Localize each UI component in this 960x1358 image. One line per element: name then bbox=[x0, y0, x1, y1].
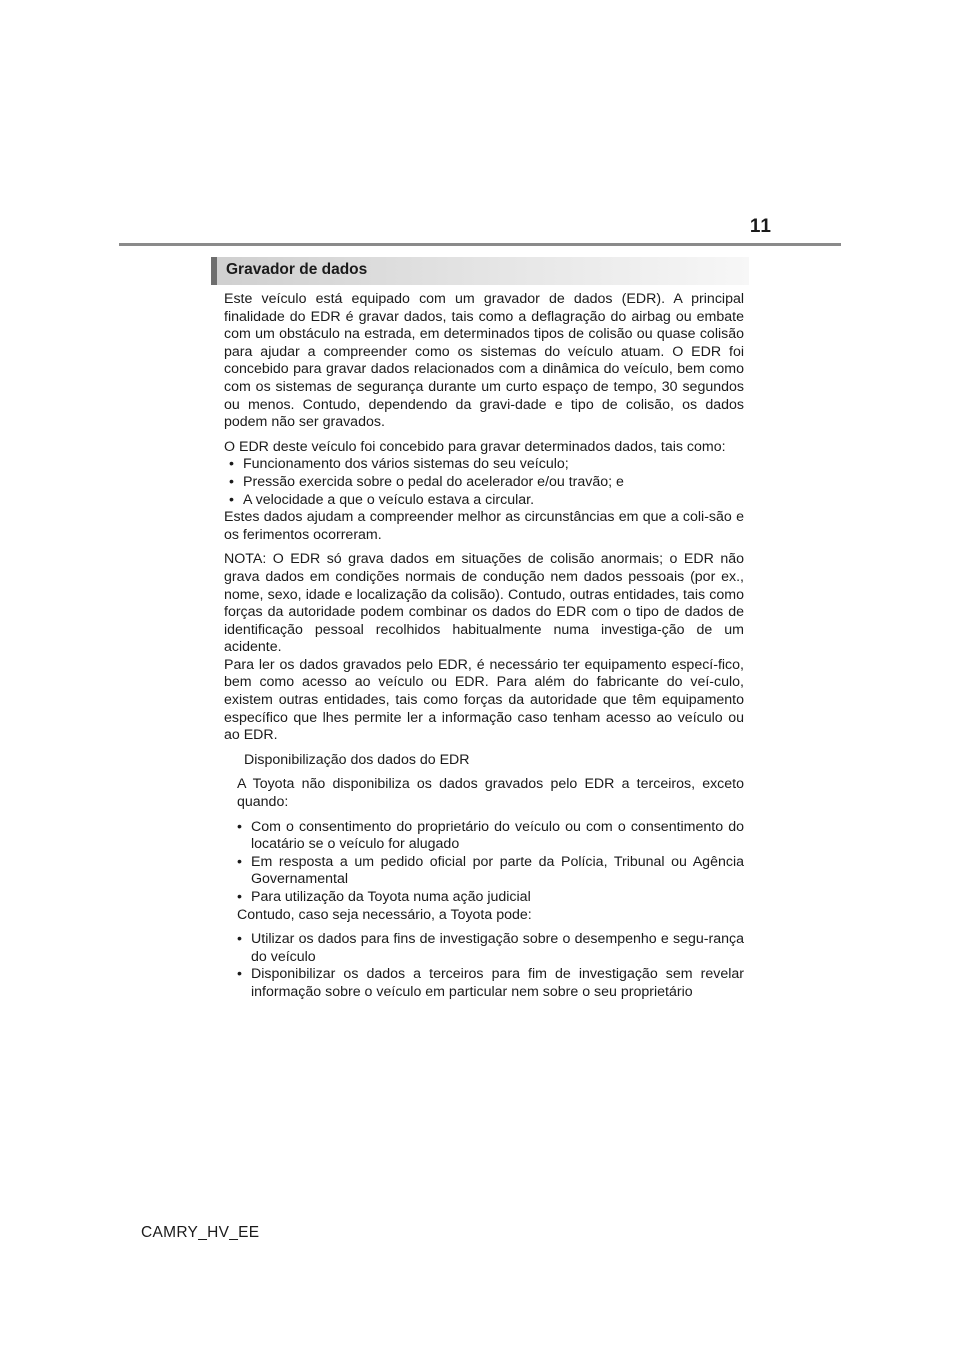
subsection-data-disclosure bbox=[237, 752, 744, 1002]
list-item: • Para utilização da Toyota numa ação judicial bbox=[237, 889, 744, 907]
paragraph-intro: Este veículo está equipado com um gravador de dados (EDR). A principal finalidade do EDR é gravar dados, tais como a deflagração do airbag ou embate com um obstáculo na estrada, em determinados tipos de colisão ou quase colisão para ajudar a compreender como os sistemas do veículo atuam. O EDR foi concebido para gravar dados relacionados com a dinâmica do veículo, bem como com os sistemas de segurança durante um curto espaço de tempo, 30 segundos ou menos. Contudo, dependendo da gravi-dade e tipo de colisão, os dados podem não ser gravados. bbox=[224, 291, 744, 431]
list-item: • Pressão exercida sobre o pedal do acelerador e/ou travão; e bbox=[229, 474, 744, 492]
paragraph-note: NOTA: O EDR só grava dados em situações de colisão anormais; o EDR não grava dados em condições normais de condução nem dados pessoais (por ex., nome, sexo, idade e localização da colisão). Contudo, outras entidades, tais como forças da autoridade podem combinar os dados do EDR com o tipo de dados de identificação pessoal recolhidos habitualmente numa investiga-ção de um acidente. bbox=[224, 551, 744, 656]
paragraph-edr-data: O EDR deste veículo foi concebido para gravar determinados dados, tais como: bbox=[224, 438, 726, 455]
recorded-data-list bbox=[229, 456, 744, 509]
list-item: • Utilizar os dados para fins de investigação sobre o desempenho e segu-rança do veículo bbox=[237, 931, 744, 966]
paragraph-purpose: Estes dados ajudam a compreender melhor as circunstâncias em que a coli-são e os ferimentos ocorreram. bbox=[224, 509, 744, 543]
toyota-uses-list bbox=[237, 931, 744, 1001]
list-item: • Com o consentimento do proprietário do veículo ou com o consentimento do locatário se o veículo for alugado bbox=[237, 819, 744, 854]
disclosure-conditions-list bbox=[237, 819, 744, 907]
subsection-paragraph-disclosure: A Toyota não disponibiliza os dados gravados pelo EDR a terceiros, exceto quando: bbox=[237, 776, 744, 811]
list-item: • Em resposta a um pedido oficial por parte da Polícia, Tribunal ou Agência Governamental bbox=[237, 854, 744, 889]
section-header bbox=[211, 257, 749, 285]
subsection-paragraph-toyota: Contudo, caso seja necessário, a Toyota pode: bbox=[237, 906, 532, 923]
subsection-title: Disponibilização dos dados do EDR bbox=[244, 751, 470, 768]
document-body bbox=[224, 291, 744, 1002]
page-number: 11 bbox=[749, 216, 772, 237]
section-header-bar bbox=[211, 257, 217, 285]
section-title: Gravador de dados bbox=[226, 261, 368, 278]
footer-document-code: CAMRY_HV_EE bbox=[141, 1224, 260, 1241]
paragraph-reading: Para ler os dados gravados pelo EDR, é necessário ter equipamento especí-fico, bem como acesso ao veículo ou EDR. Para além do fabricante do veí-culo, existem outras entidades, tais como forças da autoridade que têm equipamento específico que lhes permite ler a informação caso tenham acesso ao veículo ou ao EDR. bbox=[224, 656, 744, 744]
list-item: • A velocidade a que o veículo estava a circular. bbox=[229, 492, 744, 510]
header-rule bbox=[119, 243, 841, 246]
list-item: • Disponibilizar os dados a terceiros para fim de investigação sem revelar informação sobre o veículo em particular nem sobre o seu proprietário bbox=[237, 966, 744, 1001]
list-item: • Funcionamento dos vários sistemas do seu veículo; bbox=[229, 456, 744, 474]
